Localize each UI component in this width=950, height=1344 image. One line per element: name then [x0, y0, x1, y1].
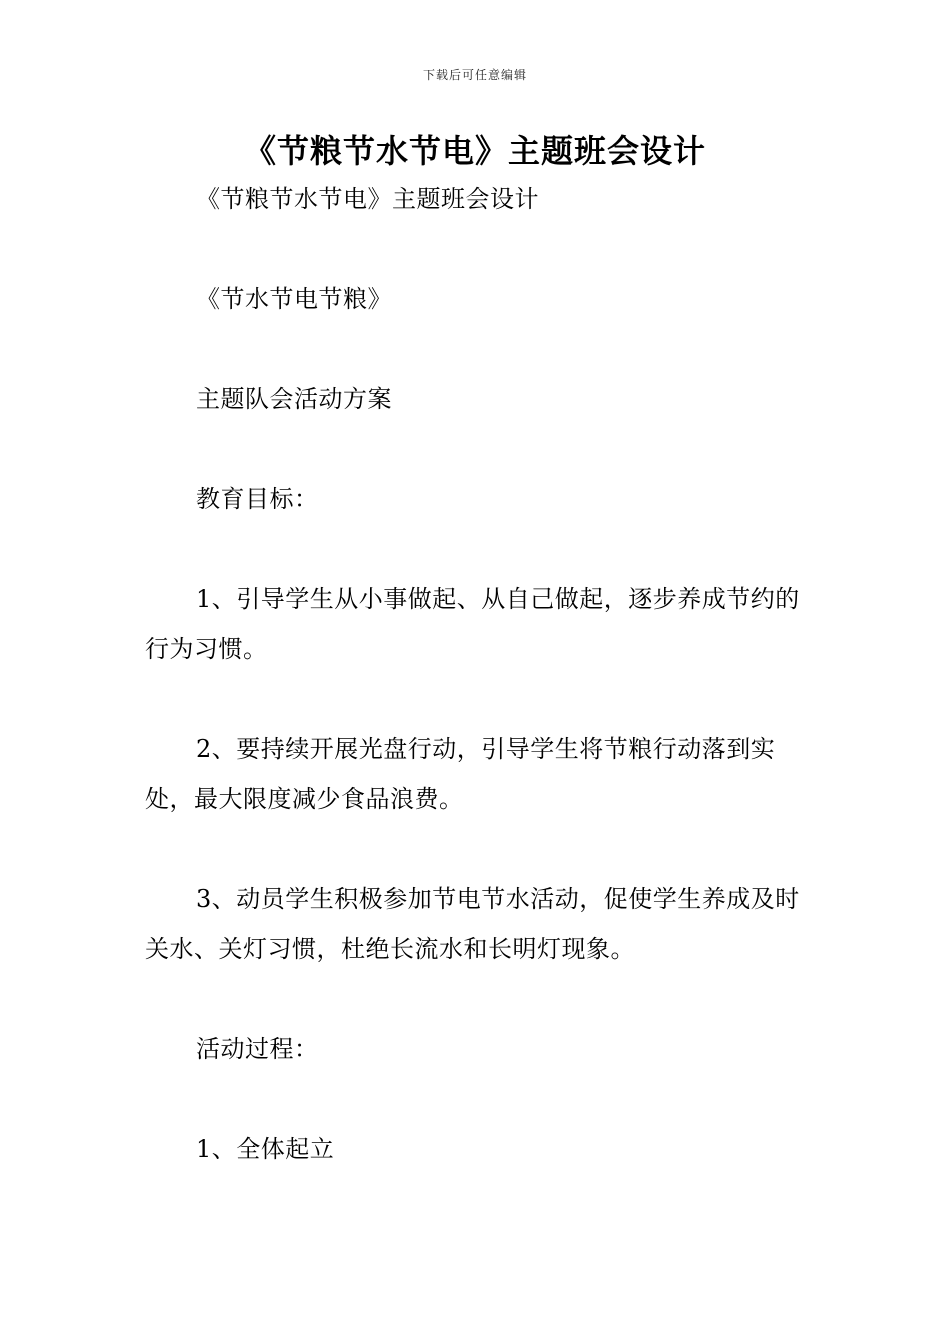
header-note: 下载后可任意编辑	[422, 68, 527, 82]
paragraph-theme: 《节水节电节粮》	[196, 285, 392, 313]
document-title: 《节粮节水节电》主题班会设计	[243, 132, 706, 170]
paragraph-plan: 主题队会活动方案	[196, 385, 392, 413]
paragraph-subtitle: 《节粮节水节电》主题班会设计	[196, 185, 539, 213]
paragraph-goal-3: 3、动员学生积极参加节电节水活动，促使学生养成及时关水、关灯习惯，杜绝长流水和长明灯现象。	[145, 885, 800, 963]
paragraph-goals-heading: 教育目标：	[196, 485, 319, 513]
paragraph-goal-2: 2、要持续开展光盘行动，引导学生将节粮行动落到实处，最大限度减少食品浪费。	[145, 735, 776, 813]
paragraph-process-heading: 活动过程：	[196, 1035, 319, 1063]
paragraph-goal-1: 1、引导学生从小事做起、从自己做起，逐步养成节约的行为习惯。	[145, 585, 800, 663]
paragraph-step-1: 1、全体起立	[196, 1135, 335, 1163]
